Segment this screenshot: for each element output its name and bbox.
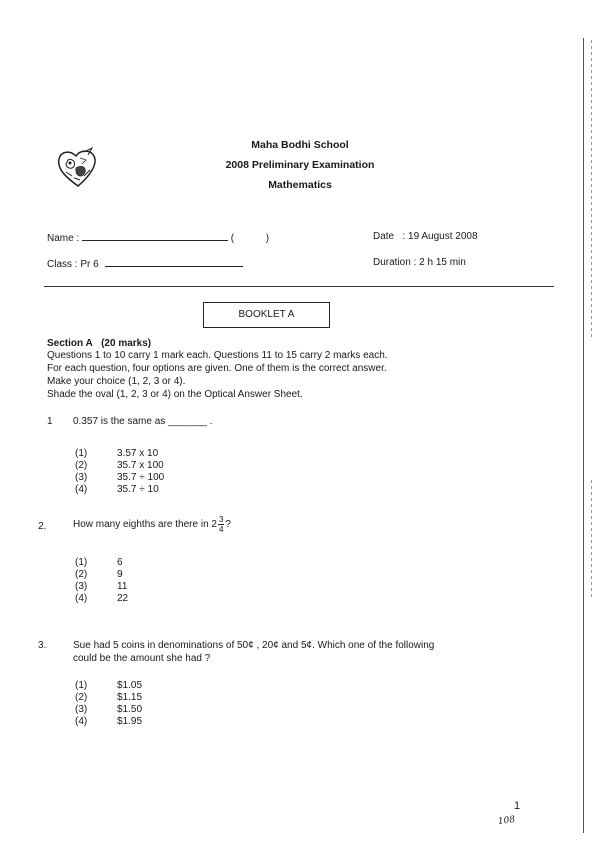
option-number: (4) [75,716,88,727]
option-text: 6 [117,557,123,568]
subject-title: Mathematics [268,179,332,191]
option-item[interactable] [75,704,142,715]
instruction-line: Make your choice (1, 2, 3 or 4). [47,376,186,387]
option-text: $1.95 [117,716,143,727]
section-title: Section A [47,338,93,349]
option-number: (2) [75,460,88,471]
question-text [73,514,231,536]
instruction-line: Shade the oval (1, 2, 3 or 4) on the Optical Answer Sheet. [47,389,303,400]
option-item[interactable] [75,460,164,471]
school-logo-icon [54,146,102,190]
option-text: 3.57 x 10 [117,448,159,459]
instruction-line: Questions 1 to 10 carry 1 mark each. Questions 11 to 15 carry 2 marks each. [47,350,388,361]
option-number: (4) [75,593,88,604]
option-item[interactable] [75,716,142,727]
mixed-fraction [218,515,224,534]
option-number: (1) [75,680,88,691]
option-number: (1) [75,557,88,568]
option-text: 22 [117,593,129,604]
booklet-label: BOOKLET A [238,309,295,320]
option-item[interactable] [75,581,127,592]
class-label: Class : Pr 6 [47,259,99,270]
fraction-numerator: 3 [218,514,224,524]
option-text: 35.7 ÷ 100 [117,472,165,483]
option-text: $1.15 [117,692,143,703]
name-label: Name : [47,233,80,244]
question-text-after: ? [225,519,231,530]
handwritten-mark: 108 [497,814,516,828]
question-number: 3. [38,640,47,651]
option-number: (1) [75,448,88,459]
section-marks: (20 marks) [101,338,152,349]
instruction-line: For each question, four options are given. One of them is the correct answer. [47,363,387,374]
question-text: could be the amount she had ? [73,653,211,664]
option-text: $1.05 [117,680,143,691]
option-text: 11 [117,581,128,592]
option-item[interactable] [75,692,142,703]
option-item[interactable] [75,484,159,495]
option-text: 9 [117,569,123,580]
option-item[interactable] [75,557,123,568]
option-text: 35.7 x 100 [117,460,164,471]
option-item[interactable] [75,472,164,483]
option-number: (2) [75,569,88,580]
question-number: 1 [47,416,53,427]
header-divider [44,286,554,287]
school-name: Maha Bodhi School [251,139,349,151]
option-text: $1.50 [117,704,143,715]
class-field [47,257,243,270]
option-number: (3) [75,704,88,715]
option-item[interactable] [75,448,158,459]
exam-title: 2008 Preliminary Examination [225,159,375,171]
name-field [47,231,269,244]
option-number: (4) [75,484,88,495]
question-text-before: How many eighths are there in 2 [73,519,217,530]
date-field [373,231,478,242]
option-item[interactable] [75,680,142,691]
option-number: (3) [75,472,88,483]
duration-field: Duration : 2 h 15 min [373,257,466,268]
scan-margin-dash [591,40,592,340]
option-text: 35.7 ÷ 10 [117,484,159,495]
name-blank[interactable] [82,231,228,241]
option-number: (3) [75,581,88,592]
class-blank[interactable] [105,257,243,267]
register-paren-close: ) [265,233,270,244]
question-number: 2. [38,521,47,532]
question-text: Sue had 5 coins in denominations of 50¢ , 20¢ and 5¢. Which one of the following [73,640,435,651]
date-value: : 19 August 2008 [402,231,478,242]
option-item[interactable] [75,593,128,604]
scan-margin-dash [591,480,592,600]
question-text: 0.357 is the same as _______ . [73,416,213,427]
option-item[interactable] [75,569,123,580]
register-paren-open: ( [230,233,235,244]
scan-margin-line [583,38,584,833]
section-heading [47,338,151,349]
date-label: Date [373,231,395,242]
fraction-denominator: 4 [218,524,224,534]
option-number: (2) [75,692,88,703]
booklet-label-box [203,302,330,328]
page-number: 1 [514,800,521,812]
